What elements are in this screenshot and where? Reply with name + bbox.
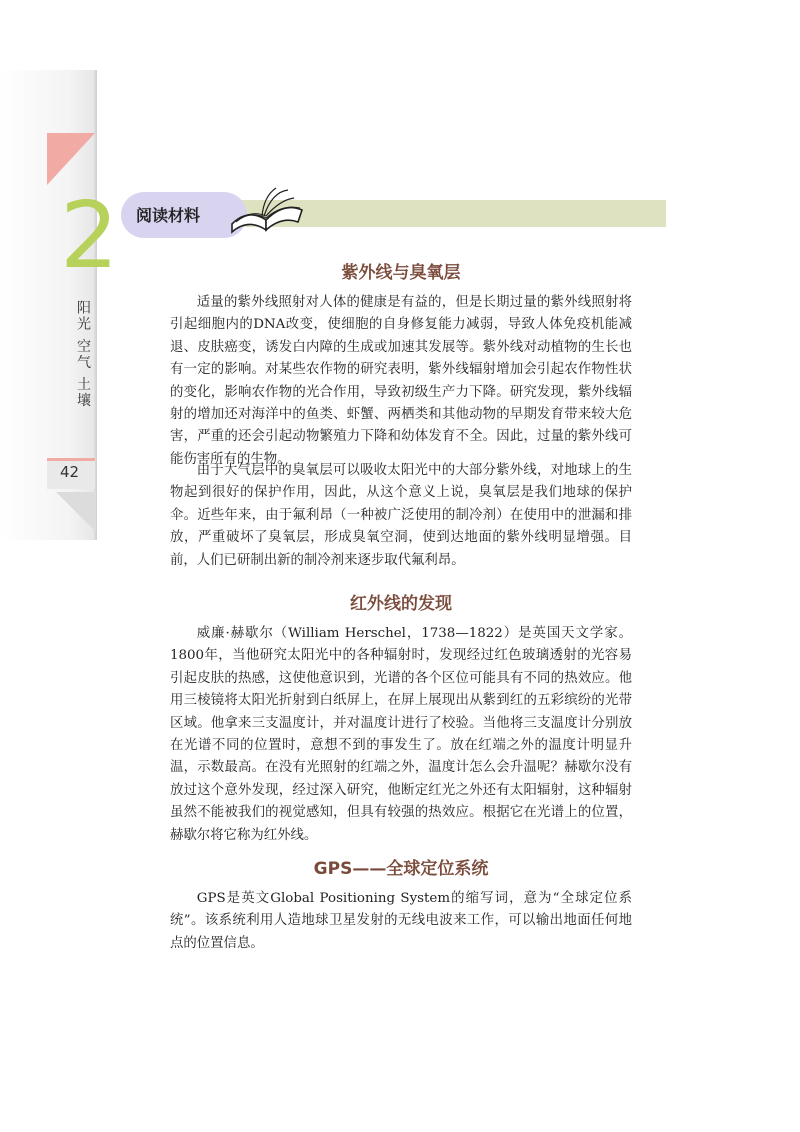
page-fold-corner <box>56 492 96 532</box>
paragraph: 由于大气层中的臭氧层可以吸收太阳光中的大部分紫外线，对地球上的生物起到很好的保护作用，因此，从这个意义上说，臭氧层是我们地球的保护伞。近些年来，由于氟利昂（一种被广泛使用的制冷剂）在使用中的泄漏和排放，严重破坏了臭氧层，形成臭氧空洞，使到达地面的紫外线明显增强。目前，人们已研制出新的制冷剂来逐步取代氟利昂。 <box>170 463 632 568</box>
section-title-infrared: 红外线的发现 <box>350 594 452 614</box>
paragraph: GPS是英文Global Positioning System的缩写词，意为“全球定位系统”。该系统利用人造地球卫星发射的无线电波来工作，可以输出地面任何地点的位置信息。 <box>170 891 632 951</box>
section-title-gps: GPS——全球定位系统 <box>313 859 489 879</box>
open-book-icon <box>228 186 306 234</box>
section-title-ultraviolet: 紫外线与臭氧层 <box>341 263 461 283</box>
paragraph: 适量的紫外线照射对人体的健康是有益的，但是长期过量的紫外线照射将引起细胞内的DNA改变，使细胞的自身修复能力减弱，导致人体免疫机能减退、皮肤癌变，诱发白内障的生成或加速其发展等。紫外线对动植物的生长也有一定的影响。对某些农作物的研究表明，紫外线辐射增加会引起农作物性状的变化，影响农作物的光合作用，导致初级生产力下降。研究发现，紫外线辐射的增加还对海洋中的鱼类、虾蟹、两栖类和其他动物的早期发育带来较大危害，严重的还会引起动物繁殖力下降和幼体发育不全。因此，过量的紫外线可能伤害所有的生物。 <box>170 295 632 467</box>
paragraph: 威廉·赫歇尔（William Herschel，1738—1822）是英国天文学家。1800年，当他研究太阳光中的各种辐射时，发现经过红色玻璃透射的光容易引起皮肤的热感，这使他意识到，光谱的各个区位可能具有不同的热效应。他用三棱镜将太阳光折射到白纸屏上，在屏上展现出从紫到红的五彩缤纷的光带区域。他拿来三支温度计，并对温度计进行了校验。当他将三支温度计分别放在光谱不同的位置时，意想不到的事发生了。放在红端之外的温度计明显升温，示数最高。在没有光照射的红端之外，温度计怎么会升温呢？赫歇尔没有放过这个意外发现，经过深入研究，他断定红光之外还有太阳辐射，这种辐射虽然不能被我们的视觉感知，但具有较强的热效应。根据它在光谱上的位置，赫歇尔将它称为红外线。 <box>170 626 632 843</box>
banner-label: 阅读材料 <box>136 206 201 225</box>
chapter-number: 2 <box>60 182 119 289</box>
page-number: 42 <box>60 463 80 481</box>
chapter-title: 阳光 空气 土壤 <box>75 300 91 409</box>
corner-triangle <box>47 133 95 185</box>
